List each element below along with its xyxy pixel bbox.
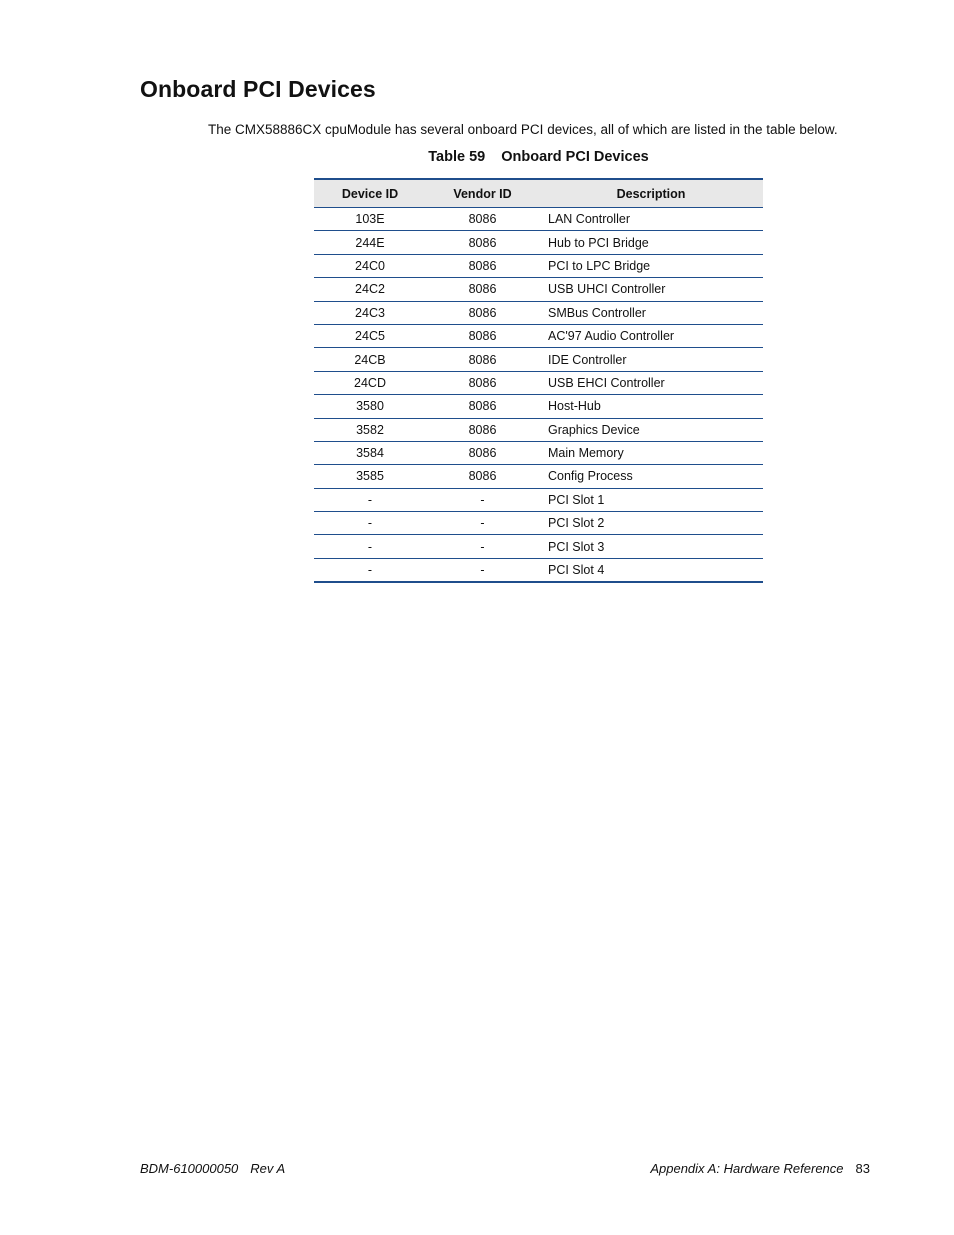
footer-section: Appendix A: Hardware Reference: [650, 1161, 844, 1176]
cell-device-id: 244E: [314, 231, 426, 254]
section-title: Onboard PCI Devices: [140, 76, 376, 102]
table-row: [314, 278, 763, 301]
table-row: [314, 231, 763, 254]
cell-description: SMBus Controller: [539, 301, 763, 324]
cell-device-id: -: [314, 512, 426, 535]
table-caption-title: Onboard PCI Devices: [501, 149, 649, 165]
cell-device-id: 3582: [314, 418, 426, 441]
table-body: [314, 208, 763, 583]
cell-device-id: 24CB: [314, 348, 426, 371]
table-row: [314, 535, 763, 558]
header-vendor-id: Vendor ID: [453, 186, 512, 201]
cell-description: PCI Slot 4: [539, 558, 763, 582]
cell-device-id: 24CD: [314, 371, 426, 394]
table-header-row: [314, 179, 763, 208]
pci-devices-table: [314, 178, 763, 583]
cell-description: PCI Slot 1: [539, 488, 763, 511]
cell-device-id: 3585: [314, 465, 426, 488]
cell-vendor-id: 8086: [426, 208, 539, 231]
cell-device-id: 24C5: [314, 324, 426, 347]
cell-description: LAN Controller: [539, 208, 763, 231]
cell-device-id: 103E: [314, 208, 426, 231]
table-row: [314, 512, 763, 535]
footer-page-number: 83: [855, 1161, 870, 1176]
table-row: [314, 488, 763, 511]
table-row: [314, 441, 763, 464]
cell-vendor-id: -: [426, 558, 539, 582]
cell-description: IDE Controller: [539, 348, 763, 371]
table-row: [314, 418, 763, 441]
cell-description: PCI Slot 2: [539, 512, 763, 535]
cell-description: PCI to LPC Bridge: [539, 254, 763, 277]
footer-right: [650, 1161, 870, 1176]
cell-vendor-id: 8086: [426, 254, 539, 277]
cell-vendor-id: 8086: [426, 301, 539, 324]
cell-description: AC'97 Audio Controller: [539, 324, 763, 347]
cell-description: USB EHCI Controller: [539, 371, 763, 394]
table-caption-number: Table 59: [428, 149, 486, 165]
cell-device-id: 24C2: [314, 278, 426, 301]
cell-vendor-id: 8086: [426, 395, 539, 418]
cell-device-id: 3584: [314, 441, 426, 464]
intro-paragraph: The CMX58886CX cpuModule has several onboard PCI devices, all of which are listed in the table below.: [208, 122, 838, 137]
cell-vendor-id: -: [426, 512, 539, 535]
table-row: [314, 371, 763, 394]
cell-vendor-id: 8086: [426, 348, 539, 371]
cell-vendor-id: 8086: [426, 371, 539, 394]
cell-device-id: 24C3: [314, 301, 426, 324]
table-row: [314, 395, 763, 418]
cell-device-id: -: [314, 535, 426, 558]
footer-left: [140, 1161, 285, 1176]
cell-vendor-id: 8086: [426, 324, 539, 347]
footer-revision: Rev A: [250, 1161, 286, 1176]
table-row: [314, 465, 763, 488]
table-row: [314, 254, 763, 277]
header-device-id: Device ID: [341, 186, 399, 201]
table-row: [314, 324, 763, 347]
table-row: [314, 348, 763, 371]
cell-vendor-id: -: [426, 535, 539, 558]
cell-vendor-id: 8086: [426, 441, 539, 464]
cell-vendor-id: 8086: [426, 465, 539, 488]
cell-description: Graphics Device: [539, 418, 763, 441]
cell-device-id: 3580: [314, 395, 426, 418]
cell-vendor-id: -: [426, 488, 539, 511]
cell-device-id: -: [314, 558, 426, 582]
cell-vendor-id: 8086: [426, 278, 539, 301]
table-caption: [314, 149, 763, 165]
table-row: [314, 558, 763, 582]
footer-doc-number: BDM-610000050: [140, 1161, 239, 1176]
cell-description: USB UHCI Controller: [539, 278, 763, 301]
header-description: Description: [616, 186, 686, 201]
cell-vendor-id: 8086: [426, 231, 539, 254]
cell-vendor-id: 8086: [426, 418, 539, 441]
cell-device-id: -: [314, 488, 426, 511]
cell-description: Main Memory: [539, 441, 763, 464]
cell-description: PCI Slot 3: [539, 535, 763, 558]
cell-device-id: 24C0: [314, 254, 426, 277]
cell-description: Host-Hub: [539, 395, 763, 418]
cell-description: Hub to PCI Bridge: [539, 231, 763, 254]
cell-description: Config Process: [539, 465, 763, 488]
table-row: [314, 208, 763, 231]
table-row: [314, 301, 763, 324]
